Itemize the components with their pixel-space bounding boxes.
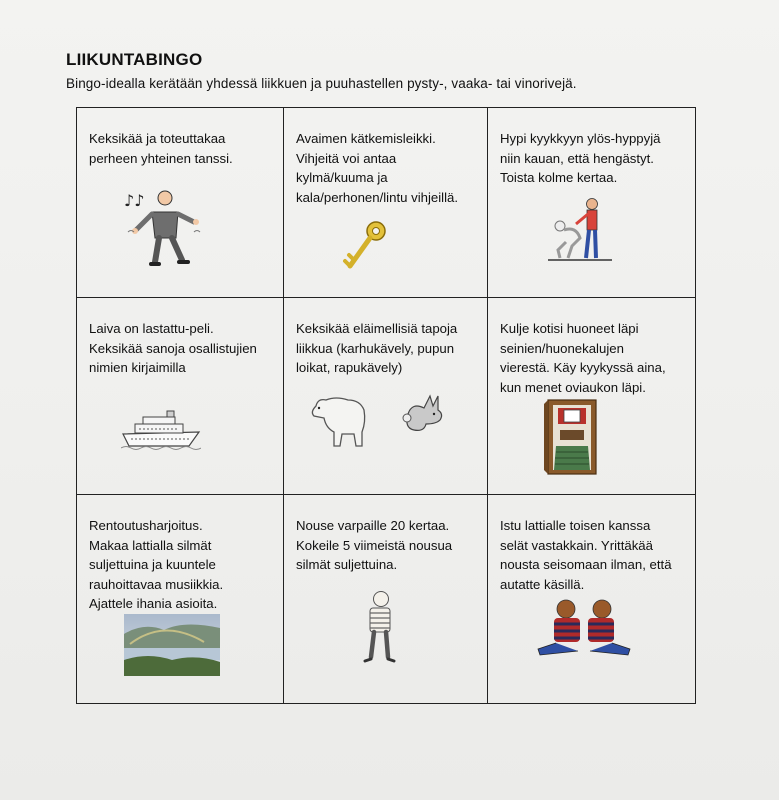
- cell-text: Keksikää ja toteuttakaa perheen yhteinen tanssi.: [89, 131, 233, 166]
- landscape-photo-icon: [124, 614, 220, 676]
- bingo-cell-back-to-back: [488, 495, 695, 703]
- key-icon: [342, 218, 390, 272]
- cell-text: Rentoutusharjoitus. Makaa lattialla silmät suljettuina ja kuuntele rauhoittavaa musiikkia. Ajattele ihania asioita.: [89, 518, 224, 611]
- squat-jump-icon: [546, 196, 616, 266]
- cell-text: Istu lattialle toisen kanssa selät vastakkain. Yrittäkää nousta seisomaan ilman, että autatte käsillä.: [500, 518, 672, 592]
- back-to-back-children-icon: [532, 597, 636, 659]
- page-title: LIIKUNTABINGO: [66, 50, 203, 69]
- cell-text: Keksikää eläimellisiä tapoja liikkua (karhukävely, pupun loikat, rapukävely): [296, 321, 458, 375]
- cell-text: Kulje kotisi huoneet läpi seinien/huonekalujen vierestä. Käy kyykyssä aina, kun menet oviaukon läpi.: [500, 321, 666, 395]
- page-subtitle: Bingo-idealla kerätään yhdessä liikkuen ja puuhastellen pysty-, vaaka- tai vinorivejä.: [66, 76, 577, 91]
- ship-icon: [121, 408, 201, 452]
- bingo-cell-house-walk: [488, 298, 695, 495]
- svg-text:♪♪: ♪♪: [124, 191, 145, 210]
- dancing-person-icon: [122, 184, 202, 269]
- bingo-cell-squat-jumps: [488, 108, 695, 298]
- bear-and-rabbit-icon: [308, 392, 468, 454]
- bingo-cell-ship-game: [77, 298, 284, 495]
- tiptoe-child-icon: [360, 589, 402, 667]
- bingo-cell-dance: [77, 108, 284, 298]
- bingo-cell-key-hunt: [284, 108, 488, 298]
- cell-text: Hypi kyykkyyn ylös-hyppyjä niin kauan, että hengästyt. Toista kolme kertaa.: [500, 131, 661, 185]
- open-door-icon: [544, 398, 600, 476]
- cell-text: Laiva on lastattu-peli. Keksikää sanoja osallistujien nimien kirjaimilla: [89, 321, 257, 375]
- bingo-cell-relaxation: [77, 495, 284, 703]
- bingo-cell-tiptoe: [284, 495, 488, 703]
- bingo-cell-animal-moves: [284, 298, 488, 495]
- cell-text: Avaimen kätkemisleikki. Vihjeitä voi antaa kylmä/kuuma ja kala/perhonen/lintu vihjeillä.: [296, 131, 459, 205]
- cell-text: Nouse varpaille 20 kertaa. Kokeile 5 viimeistä nousua silmät suljettuina.: [296, 518, 453, 572]
- bingo-grid: [76, 107, 696, 704]
